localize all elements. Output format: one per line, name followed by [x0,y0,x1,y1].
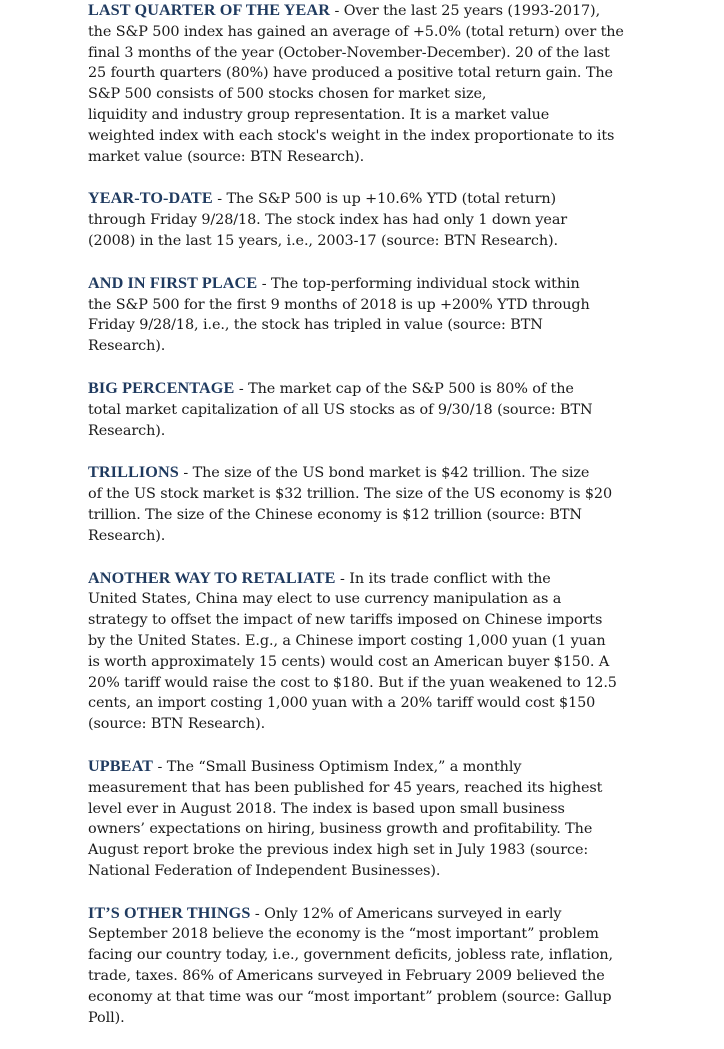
paragraph-heading: UPBEAT [88,756,154,775]
paragraph-heading: ANOTHER WAY TO RETALIATE [88,568,336,587]
paragraph-heading: BIG PERCENTAGE [88,378,235,397]
paragraph-last-quarter [88,0,648,167]
paragraph-first-place [88,273,648,357]
paragraph-body: Only 12% of Americans surveyed in early September 2018 believe the economy is the “most important” problem facing our country today, i.e., government deficits, jobless rate, inflation, trade, taxes. 86% of Americans surveyed in February 2009 believed the economy at that time was our “most important” problem (source: Gallup Poll). [88,905,614,1026]
heading-separator: - [153,758,167,775]
heading-separator: - [330,3,344,19]
paragraph-other-things [88,903,648,1029]
paragraph-body: Over the last 25 years (1993-2017), the S&P 500 index has gained an average of +5.0% (total return) over the final 3 months of the year (October-November-December). 20 of the last 25 fourth quarters (80%) have produced a positive total return gain. The S&P 500 consists of 500 stocks chosen for market size, liquidity and industry group representation. It is a market value weighted index with each stock's weight in the index proportionate to its market value (source: BTN Research). [88,3,624,165]
document-page [88,0,648,1049]
paragraph-heading: TRILLIONS [88,463,179,482]
paragraph-heading: IT’S OTHER THINGS [88,903,251,922]
paragraph-body: The market cap of the S&P 500 is 80% of the total market capitalization of all US stocks as of 9/30/18 (source: BTN Research). [88,380,593,439]
paragraph-year-to-date [88,188,648,251]
paragraph-upbeat [88,756,648,882]
heading-separator: - [212,191,227,208]
heading-separator: - [234,380,249,397]
paragraph-body: The size of the US bond market is $42 trillion. The size of the US stock market is $32 trillion. The size of the US economy is $20 trillion. The size of the Chinese economy is $12 trillion (source: BTN Research). [88,465,613,544]
paragraph-retaliate [88,568,648,735]
heading-separator: - [250,905,265,922]
paragraph-body: The top-performing individual stock within the S&P 500 for the first 9 months of 2018 is up +200% YTD through Friday 9/28/18, i.e., the stock has tripled in value (source: BTN Research). [88,275,590,355]
heading-separator: - [335,570,350,587]
paragraph-heading: AND IN FIRST PLACE [88,273,258,292]
heading-separator: - [178,465,193,482]
paragraph-heading: LAST QUARTER OF THE YEAR [88,1,330,19]
paragraph-trillions [88,462,648,546]
paragraph-big-percentage [88,378,648,441]
paragraph-body: In its trade conflict with the United States, China may elect to use currency manipulation as a strategy to offset the impact of new tariffs imposed on Chinese imports by the United States. E.g., a Chinese import costing 1,000 yuan (1 yuan is worth approximately 15 cents) would cost an American buyer $150. A 20% tariff would raise the cost to $180. But if the yuan weakened to 12.5 cents, an import costing 1,000 yuan with a 20% tariff would cost $150 (source: BTN Research). [88,570,617,733]
paragraph-body: The “Small Business Optimism Index,” a monthly measurement that has been published for 45 years, reached its highest level ever in August 2018. The index is based upon small business owners’ expectations on hiring, business growth and profitability. The August report broke the previous index high set in July 1983 (source: National Federation of Independent Businesses). [88,758,603,879]
paragraph-body: The S&P 500 is up +10.6% YTD (total return) through Friday 9/28/18. The stock index has had only 1 down year (2008) in the last 15 years, i.e., 2003-17 (source: BTN Research). [88,191,568,249]
heading-separator: - [257,275,271,292]
paragraph-heading: YEAR-TO-DATE [88,189,213,208]
